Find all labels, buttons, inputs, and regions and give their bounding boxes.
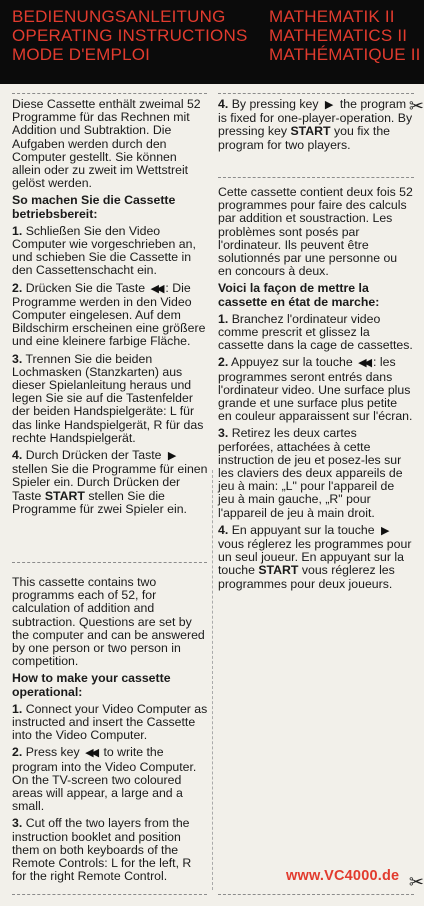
french-heading: Voici la façon de mettre la cassette en état de marche: [218, 281, 380, 309]
header-band [0, 0, 424, 84]
german-section [12, 98, 208, 520]
dashed-rule [218, 177, 414, 179]
english-step-2: 2. Press key ◀◀ to write the program into the Video Computer. On the TV-screen two coloured areas will appear, a large and a small. [12, 745, 197, 814]
french-step-4: 4. En appuyant sur la touche ▶ vous réglerez les programmes pour un seul joueur. En appuyant sur la touche START vous réglerez les programmes pour deux joueurs. [218, 522, 412, 591]
german-heading: So machen Sie die Cassette betriebsbereit: [12, 193, 176, 221]
website-link[interactable]: www.VC4000.de [286, 868, 400, 884]
french-step-3: 3. Retirez les deux cartes perforées, attachées à cette instruction de jeu et posez-les sur les claviers des deux appareils de jeu à main: „L" pour l'appareil de jeu à main gauche, „R" pour l'appareil de jeu à main droit. [218, 426, 403, 520]
rewind-key-icon: ◀◀ [358, 357, 370, 370]
header-left-titles [12, 7, 248, 64]
english-step-1: 1. Connect your Video Computer as instructed and insert the Cassette into the Video Computer. [12, 701, 208, 743]
english-heading: How to make your cassette operational: [12, 671, 171, 699]
english-section [12, 576, 208, 887]
french-step-1: 1. Branchez l'ordinateur video comme prescrit et glissez la cassette dans la cage de cassettes. [218, 311, 413, 353]
play-key-icon: ▶ [324, 99, 334, 111]
english-step-4-section [218, 98, 414, 156]
rewind-key-icon: ◀◀ [150, 282, 162, 295]
play-key-icon: ▶ [167, 450, 177, 463]
play-key-icon: ▶ [381, 524, 390, 537]
french-section [218, 186, 414, 595]
scissors-icon: ✂ [408, 872, 424, 892]
cut-line [212, 470, 213, 890]
german-step-3: 3. Trennen Sie die beiden Lochmasken (Stanzkarten) aus dieser Spielanleitung heraus und legen Sie sie auf die Tastenfelder der beiden Handspielgeräte: L für das linke Handspielgerät, R für das rechte Handspielgerät. [12, 351, 204, 445]
subject-english: MATHEMATICS II [269, 26, 408, 45]
german-step-1: 1. Schließen Sie den Video Computer wie vorgeschrieben an, und schieben Sie die Cassette in den Cassettenschacht ein. [12, 223, 196, 278]
dashed-rule [218, 93, 414, 95]
scissors-icon: ✂ [408, 96, 424, 116]
dashed-rule [218, 894, 414, 896]
english-step-3: 3. Cut off the two layers from the instruction booklet and position them on both keyboards of the Remote Controls: L for the left, R for the right Remote Control. [12, 816, 192, 884]
subject-french: MATHÉMATIQUE II [269, 45, 421, 64]
rewind-key-icon: ◀◀ [85, 747, 97, 760]
german-intro: Diese Cassette enthält zweimal 52 Programme für das Rechnen mit Addition und Subtraktion. Die Aufgaben werden durch den Computer gestellt. Sie können allein oder zu zweit im Wettstreit gelöst werden. [12, 97, 201, 191]
title-english: OPERATING INSTRUCTIONS [12, 26, 248, 45]
dashed-rule [12, 562, 207, 564]
french-step-2: 2. Appuyez sur la touche ◀◀ : les programmes seront entrés dans l'ordinateur video. Une surface plus grande et une surface plus petite en couleur apparaissent sur l'écran. [218, 355, 413, 424]
title-french: MODE D'EMPLOI [12, 45, 151, 64]
dashed-rule [12, 93, 207, 95]
french-intro: Cette cassette contient deux fois 52 programmes pour faire des calculs par addition et soustraction. Les problèmes sont posés par l'ordinateur. Ils peuvent être solutionnés par une personne ou en concours à deux. [218, 185, 413, 279]
header-right-titles [269, 7, 421, 64]
english-intro: This cassette contains two programms each of 52, for calculation of addition and subtraction. Questions are set by the computer and can be answered by one person or two person in competition. [12, 575, 205, 669]
english-step-4: 4. By pressing key ▶ the program is fixed for one-player-operation. By pressing key START you fix the program for two players. [218, 97, 413, 152]
german-step-2: 2. Drücken Sie die Taste ◀◀ : Die Programme werden in den Video Computer eingelesen. Auf dem Bildschirm erscheinen eine größere und eine kleinere farbige Fläche. [12, 280, 206, 349]
german-step-4: 4. Durch Drücken der Taste ▶ stellen Sie die Programme für einen Spieler ein. Durch Drücken der Taste START stellen Sie die Programme für zwei Spieler ein. [12, 448, 208, 516]
subject-german: MATHEMATIK II [269, 7, 395, 26]
dashed-rule [12, 894, 207, 896]
title-german: BEDIENUNGSANLEITUNG [12, 7, 226, 26]
